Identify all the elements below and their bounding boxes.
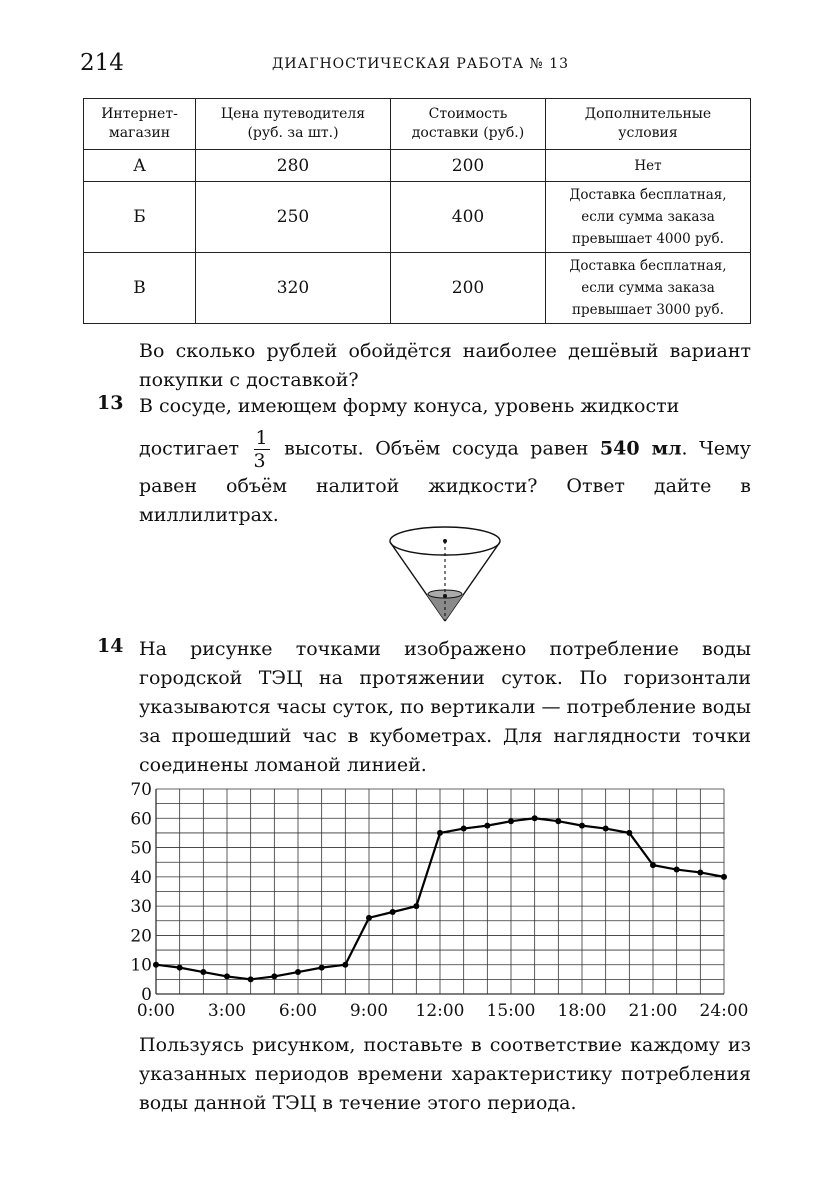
cone-illustration [380, 522, 510, 626]
y-tick-label: 70 [130, 780, 152, 800]
header-line: Дополнительные [584, 106, 712, 122]
data-point [319, 965, 325, 971]
y-tick-label: 10 [130, 955, 152, 976]
fraction [254, 427, 270, 472]
cell-conditions [546, 182, 751, 253]
cell-price: 320 [196, 253, 391, 324]
question-14-text: На рисунке точками изображено потребление воды городской ТЭЦ на протяжении суток. По горизонтали указываются часы суток, по вертикали — потребление воды за прошедший час в кубометрах. Для наглядности точки соединены ломаной линией. [139, 638, 751, 776]
y-tick-label: 50 [130, 838, 152, 859]
question-14-after-chart: Пользуясь рисунком, поставьте в соответствие каждому из указанных периодов времени характеристику потребления воды данной ТЭЦ в течение этого периода. [139, 1034, 751, 1114]
x-tick-label: 12:00 [415, 1001, 465, 1021]
cell-delivery: 400 [391, 182, 546, 253]
header-line: магазин [108, 125, 171, 141]
data-point [650, 862, 656, 868]
question-13-text-part: высоты. Объём сосуда равен [272, 437, 600, 460]
x-tick-label: 24:00 [699, 1001, 749, 1021]
table-row [84, 253, 751, 324]
question-13-line: В сосуде, имеющем форму конуса, уровень жидкости [139, 395, 680, 417]
x-tick-label: 21:00 [628, 1001, 678, 1021]
cell-shop: А [84, 150, 196, 182]
question-13-number: 13 [97, 392, 124, 414]
condition-line: Доставка бесплатная, [569, 187, 727, 203]
cell-shop: В [84, 253, 196, 324]
cell-delivery: 200 [391, 150, 546, 182]
y-tick-label: 0 [141, 985, 152, 1005]
data-point [484, 823, 490, 829]
header-line: Цена путеводителя [220, 106, 366, 122]
cell-conditions: Нет [546, 150, 751, 182]
cell-shop: Б [84, 182, 196, 253]
data-point [366, 915, 372, 921]
apex-point [443, 539, 447, 543]
header-line: Интернет- [101, 106, 178, 122]
data-point [555, 818, 561, 824]
page-number: 214 [80, 50, 124, 76]
question-13-text-part: . Чему равен объём налитой жидкости? Ответ дайте в миллилитрах. [139, 437, 751, 526]
cell-price: 280 [196, 150, 391, 182]
x-tick-label: 9:00 [349, 1001, 389, 1021]
x-tick-label: 18:00 [557, 1001, 607, 1021]
data-point [200, 969, 206, 975]
data-point [532, 815, 538, 821]
data-point [413, 903, 419, 909]
data-point [674, 867, 680, 873]
level-point [443, 594, 447, 598]
header-delivery [391, 99, 546, 150]
x-tick-label: 6:00 [278, 1001, 318, 1021]
data-point [721, 874, 727, 880]
condition-line: Доставка бесплатная, [569, 258, 727, 274]
volume-value: 540 мл [599, 437, 682, 460]
x-tick-label: 0:00 [136, 1001, 176, 1021]
data-point [390, 909, 396, 915]
data-point [697, 869, 703, 875]
question-12-tail: Во сколько рублей обойдётся наиболее дешёвый вариант покупки с доставкой? [139, 340, 751, 391]
data-point [342, 962, 348, 968]
condition-line: превышает 3000 руб. [572, 302, 724, 318]
table-row [84, 182, 751, 253]
data-point [177, 965, 183, 971]
data-point [579, 823, 585, 829]
shops-table [83, 98, 751, 324]
header-line: (руб. за шт.) [247, 125, 339, 141]
data-point [437, 830, 443, 836]
data-point [508, 818, 514, 824]
y-tick-label: 30 [130, 897, 152, 918]
header-line: доставки (руб.) [411, 125, 525, 141]
running-title: ДИАГНОСТИЧЕСКАЯ РАБОТА № 13 [272, 56, 570, 72]
y-tick-label: 40 [130, 867, 152, 888]
header-conditions [546, 99, 751, 150]
data-point [271, 973, 277, 979]
header-price [196, 99, 391, 150]
fraction-numerator: 1 [255, 427, 268, 449]
data-point [461, 826, 467, 832]
question-13-fraction-line [139, 427, 751, 530]
cell-delivery: 200 [391, 253, 546, 324]
y-tick-label: 20 [130, 926, 152, 947]
cell-conditions [546, 253, 751, 324]
y-tick-label: 60 [130, 809, 152, 830]
table-header-row [84, 99, 751, 150]
condition-line: превышает 4000 руб. [572, 231, 724, 247]
data-point [224, 973, 230, 979]
data-point [603, 826, 609, 832]
x-tick-label: 3:00 [207, 1001, 247, 1021]
question-13-text-part: достигает [139, 437, 239, 460]
data-point [295, 969, 301, 975]
data-point [626, 830, 632, 836]
water-consumption-chart [118, 778, 768, 1024]
header-line: Стоимость [428, 106, 508, 122]
data-point [153, 962, 159, 968]
question-14-number: 14 [97, 635, 124, 657]
header-line: условия [618, 125, 678, 141]
data-point [248, 976, 254, 982]
cell-price: 250 [196, 182, 391, 253]
x-tick-label: 15:00 [486, 1001, 536, 1021]
question-13-text [139, 392, 751, 530]
condition-line: если сумма заказа [581, 209, 715, 225]
header-shop [84, 99, 196, 150]
table-row [84, 150, 751, 182]
fraction-denominator: 3 [253, 450, 266, 472]
condition-line: если сумма заказа [581, 280, 715, 296]
